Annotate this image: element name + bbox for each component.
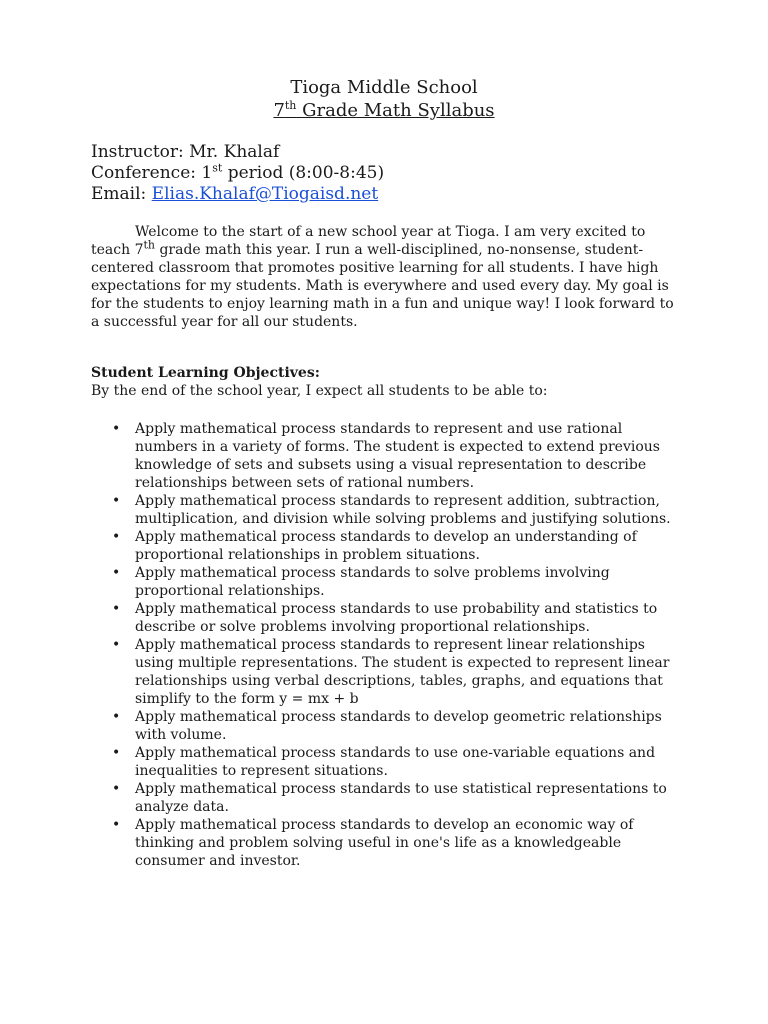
bullet-icon: •	[112, 745, 121, 761]
bullet-icon: •	[112, 709, 121, 725]
intro-part1: Welcome to the start of a new school year at Tioga. I am very excited to teach 7	[91, 224, 646, 258]
list-item	[91, 636, 681, 708]
bullet-icon: •	[112, 493, 121, 509]
email-line	[91, 184, 384, 205]
document-header	[0, 76, 768, 122]
objectives-heading: Student Learning Objectives:	[91, 365, 320, 381]
list-item	[91, 780, 681, 816]
list-item-text: Apply mathematical process standards to use probability and statistics to describe or solve problems involving proportional relationships.	[135, 601, 658, 635]
bullet-icon: •	[112, 529, 121, 545]
list-item-text: Apply mathematical process standards to represent and use rational numbers in a variety of forms. The student is expected to extend previous knowledge of sets and subsets using a visual representation to describe relationships between sets of rational numbers.	[135, 421, 660, 491]
bullet-icon: •	[112, 781, 121, 797]
list-item	[91, 528, 681, 564]
list-item-text: Apply mathematical process standards to use statistical representations to analyze data.	[135, 781, 667, 815]
bullet-icon: •	[112, 601, 121, 617]
instructor-info	[91, 142, 384, 205]
conference-line	[91, 163, 384, 184]
grade-number: 7	[273, 100, 285, 121]
instructor-line: Instructor: Mr. Khalaf	[91, 142, 280, 162]
list-item-text: Apply mathematical process standards to represent addition, subtraction, multiplication, and division while solving problems and justifying solutions.	[135, 493, 671, 527]
email-label: Email:	[91, 184, 152, 204]
list-item-text: Apply mathematical process standards to develop an economic way of thinking and problem solving useful in one's life as a knowledgeable consumer and investor.	[135, 817, 634, 869]
conference-superscript: st	[212, 161, 223, 175]
intro-paragraph	[91, 223, 681, 331]
course-title	[0, 99, 768, 122]
bullet-icon: •	[112, 817, 121, 833]
email-link[interactable]: Elias.Khalaf@Tiogaisd.net	[151, 184, 379, 204]
list-item-text: Apply mathematical process standards to develop an understanding of proportional relationships in problem situations.	[135, 529, 637, 563]
bullet-icon: •	[112, 637, 121, 653]
objectives-section	[91, 364, 681, 870]
intro-superscript: th	[143, 238, 155, 252]
list-item	[91, 744, 681, 780]
conference-prefix: Conference: 1	[91, 163, 213, 183]
list-item	[91, 816, 681, 870]
bullet-icon: •	[112, 565, 121, 581]
conference-suffix: period (8:00-8:45)	[222, 163, 385, 183]
list-item-text: Apply mathematical process standards to develop geometric relationships with volume.	[135, 709, 662, 743]
objectives-list	[91, 420, 681, 870]
list-item-text: Apply mathematical process standards to solve problems involving proportional relationships.	[135, 565, 610, 599]
grade-superscript: th	[284, 99, 297, 112]
list-item	[91, 420, 681, 492]
objectives-lead: By the end of the school year, I expect all students to be able to:	[91, 383, 548, 399]
bullet-icon: •	[112, 421, 121, 437]
list-item	[91, 564, 681, 600]
course-name: Grade Math Syllabus	[296, 100, 495, 121]
list-item	[91, 492, 681, 528]
school-name: Tioga Middle School	[290, 77, 478, 98]
list-item	[91, 708, 681, 744]
intro-part2: grade math this year. I run a well-disciplined, no-nonsense, student-centered classroom that promotes positive learning for all students. I have high expectations for my students. Math is everywhere and used every day. My goal is for the students to enjoy learning math in a fun and unique way! I look forward to a successful year for all our students.	[91, 242, 674, 330]
list-item-text: Apply mathematical process standards to use one-variable equations and inequalities to represent situations.	[135, 745, 656, 779]
list-item-text: Apply mathematical process standards to represent linear relationships using multiple representations. The student is expected to represent linear relationships using verbal descriptions, tables, graphs, and equations that simplify to the form y = mx + b	[135, 637, 670, 707]
list-item	[91, 600, 681, 636]
